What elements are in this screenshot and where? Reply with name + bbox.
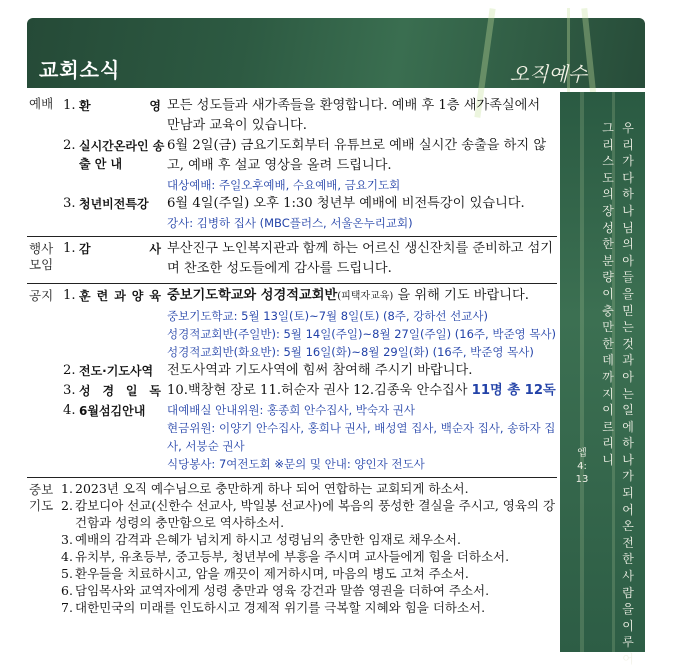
header-banner [27,18,645,88]
list-item: 1. 감 사 부산진구 노인복지관과 함께 하는 어르신 생신잔치를 준비하고 섬기며 찬조한 성도들에게 감사를 드립니다. [63,239,557,279]
item-subtext: 식당봉사: 7여전도회 ※문의 및 안내: 양인자 전도사 [167,457,425,471]
item-title: 성 경 일 독 [79,384,161,398]
verse-line: 그리스도의장성한분량이충만한데까지이르리니 [602,121,614,467]
item-text: 중보기도학교와 성경적교회반(피택자교육) 을 위해 기도 바랍니다. [167,288,529,303]
item-title: 훈 련 과 양 육 [79,289,161,303]
list-item: 4. 6월섬김안내 대예배실 안내위원: 홍종희 안수집사, 박숙자 권사 현금위원: 이양기 안수집사, 홍희나 권사, 배성열 집사, 백순자 집사, 송하자 집사, 서붕순 권사 식당봉사: 7여전도회 ※문의 및 안내: 양인자 전도사 [63,403,556,471]
list-item: 6. 담임목사와 교역자에게 성령 충만과 영육 강건과 말씀 영권을 더하여 주소서. [61,583,490,598]
list-item: 1. 환 영 모든 성도들과 새가족들을 환영합니다. 예배 후 1층 새가족실에서 만남과 교육이 있습니다. [63,96,557,136]
section-label: 행사 모임 [29,241,54,272]
item-subtext: 중보기도학교: 5월 13일(토)~7월 8일(토) (8주, 강하선 선교사) [167,309,488,323]
list-item: 3. 청년비전특강 6월 4일(주일) 오후 1:30 청년부 예배에 비전특강이 있습니다. 강사: 김병하 집사 (MBC플러스, 서울온누리교회) [63,194,557,232]
section-label: 예배 [29,96,54,111]
item-text: 6월 4일(주일) 오후 1:30 청년부 예배에 비전특강이 있습니다. [167,196,525,211]
item-text: 부산진구 노인복지관과 함께 하는 어르신 생신잔치를 준비하고 섬기며 찬조한 성도들에게 감사를 드립니다. [167,241,554,276]
item-title: 환 영 [79,99,161,113]
list-item: 4. 유치부, 유초등부, 중고등부, 청년부에 부흥을 주시며 교사들에게 힘을 더하소서. [61,549,510,564]
page-title: 교회소식 [39,58,121,82]
section-label: 중보 기도 [29,482,54,513]
list-item: 2. 캄보디아 선교(신한수 선교사, 박일봉 선교사)에 복음의 풍성한 결실을 주시고, 영육의 강건함과 성령의 충만함으로 역사하소서. [61,498,556,530]
list-item: 1. 2023년 오직 예수님으로 충만하게 하나 되어 연합하는 교회되게 하소서. [61,481,469,496]
bible-verse-panel [560,92,645,666]
logo-text: 오직예수 [509,62,587,86]
item-subtext: 성경적교회반(화요반): 5월 16일(화)~8월 29일(화) (16주, 박준영 목사) [167,345,534,359]
section-notice [27,283,557,477]
section-prayer [27,477,557,620]
list-item: 2. 실시간온라인 송 출 안 내 6월 2일(금) 금요기도회부터 유튜브로 예배 실시간 송출을 하지 않고, 예배 후 설교 영상을 올려 드립니다. 대상예배: 주일오후예배, 수요예배, 금요기도회 [63,136,557,194]
item-text: 모든 성도들과 새가족들을 환영합니다. 예배 후 1층 새가족실에서 만남과 교육이 있습니다. [167,98,541,133]
item-title: 전도·기도사역 [79,364,154,378]
item-title: 청년비전특강 [79,197,149,211]
item-title: 6월섬김안내 [79,404,146,418]
item-title: 실시간온라인 송 출 안 내 [79,139,165,171]
list-item: 7. 대한민국의 미래를 인도하시고 경제적 위기를 극복할 지혜와 힘을 더하소서. [61,600,486,615]
section-event [27,236,557,283]
item-subtext: 대상예배: 주일오후예배, 수요예배, 금요기도회 [167,178,401,192]
reading-count: 11명 총 12독 [471,383,556,398]
item-text: 10.백창현 장로 11.허순자 권사 12.김종욱 안수집사 [167,383,468,398]
list-item: 1. 훈 련 과 양 육 중보기도학교와 성경적교회반(피택자교육) 을 위해 기도 바랍니다. 중보기도학교: 5월 13일(토)~7월 8일(토) (8주, 강하선 선교사) 성경적교회반(주일반): 5월 14일(주일)~8월 27일(주일) (16주, 박준영 목사) 성경적교회반(화요반): 5월 16일(화)~8월 29일(화) (16주, 박준영 목사) [63,288,557,359]
list-item: 3. 예배의 감격과 은혜가 넘치게 하시고 성령님의 충만한 임재로 채우소서. [61,532,461,547]
section-worship [27,92,557,236]
item-subtext: 강사: 김병하 집사 (MBC플러스, 서울온누리교회) [167,216,413,230]
list-item: 5. 환우들을 치료하시고, 암을 깨끗이 제거하시며, 마음의 병도 고쳐 주소서. [61,566,469,581]
item-subtext: 성경적교회반(주일반): 5월 14일(주일)~8월 27일(주일) (16주, 박준영 목사) [167,327,557,341]
item-title: 감 사 [79,242,161,256]
verse-reference: 엡 4:13 [575,448,589,485]
verse-line: 우리가다하나님의아들을믿는것과아는일에하나가되어온전한사람을이루어 [622,121,634,666]
list-item: 3. 성 경 일 독 10.백창현 장로 11.허순자 권사 12.김종욱 안수집사 11명 총 12독 [63,381,557,401]
item-subtext: 대예배실 안내위원: 홍종희 안수집사, 박숙자 권사 [167,403,415,417]
item-text: 6월 2일(금) 금요기도회부터 유튜브로 예배 실시간 송출을 하지 않고, 예배 후 설교 영상을 올려 드립니다. [167,138,547,173]
section-label: 공지 [29,288,54,303]
item-subtext: 현금위원: 이양기 안수집사, 홍희나 권사, 배성열 집사, 백순자 집사, 송하자 집사, 서붕순 권사 [167,421,556,453]
list-item: 2. 전도·기도사역 전도사역과 기도사역에 힘써 참여해 주시기 바랍니다. [63,361,557,381]
item-text: 전도사역과 기도사역에 힘써 참여해 주시기 바랍니다. [167,363,473,378]
news-content [27,92,557,620]
